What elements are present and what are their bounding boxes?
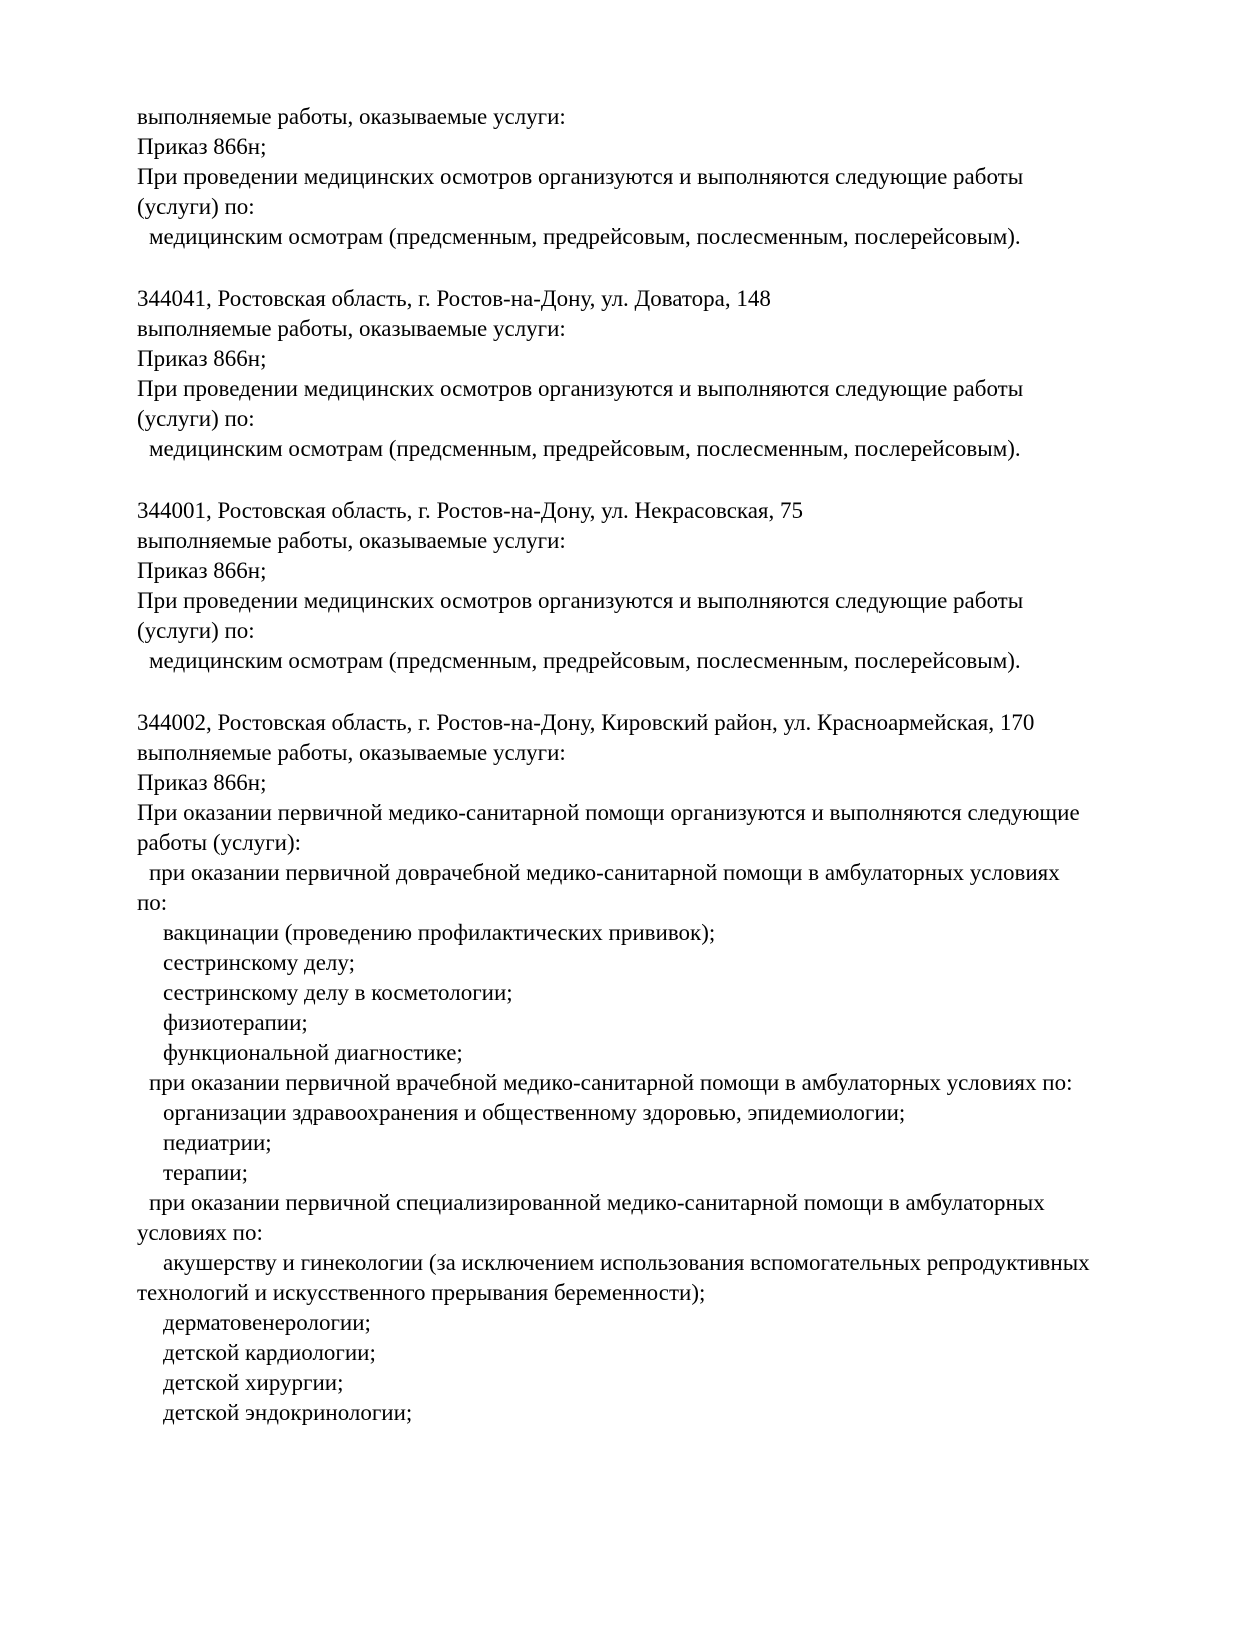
text-line: 344041, Ростовская область, г. Ростов-на-Дону, ул. Доватора, 148	[137, 286, 771, 311]
text-line: терапии;	[163, 1160, 248, 1185]
text-line: по:	[137, 890, 168, 915]
services-block-top	[137, 102, 1137, 252]
text-line: детской хирургии;	[163, 1370, 344, 1395]
text-line: физиотерапии;	[163, 1010, 308, 1035]
text-line: медицинским осмотрам (предсменным, предрейсовым, послесменным, послерейсовым).	[149, 224, 1021, 249]
text-line: выполняемые работы, оказываемые услуги:	[137, 740, 566, 765]
text-line: Приказ 866н;	[137, 558, 267, 583]
text-line: 344001, Ростовская область, г. Ростов-на-Дону, ул. Некрасовская, 75	[137, 498, 804, 523]
text-line: медицинским осмотрам (предсменным, предрейсовым, послесменным, послерейсовым).	[149, 436, 1021, 461]
text-line: При проведении медицинских осмотров организуются и выполняются следующие работы	[137, 164, 1024, 189]
text-line: Приказ 866н;	[137, 770, 267, 795]
text-line: при оказании первичной специализированной медико-санитарной помощи в амбулаторных	[149, 1190, 1045, 1215]
text-line: медицинским осмотрам (предсменным, предрейсовым, послесменным, послерейсовым).	[149, 648, 1021, 673]
text-line: Приказ 866н;	[137, 134, 267, 159]
text-line: При оказании первичной медико-санитарной помощи организуются и выполняются следующие	[137, 800, 1080, 825]
document-page	[137, 102, 1137, 1428]
text-line: условиях по:	[137, 1220, 263, 1245]
text-line: (услуги) по:	[137, 406, 255, 431]
text-line: выполняемые работы, оказываемые услуги:	[137, 316, 566, 341]
address-block-krasnoarmeyskaya-170	[137, 708, 1137, 1428]
text-line: При проведении медицинских осмотров организуются и выполняются следующие работы	[137, 376, 1024, 401]
text-line: Приказ 866н;	[137, 346, 267, 371]
address-block-nekrasovskaya-75	[137, 496, 1137, 676]
text-line: организации здравоохранения и общественному здоровью, эпидемиологии;	[163, 1100, 906, 1125]
text-line: при оказании первичной доврачебной медико-санитарной помощи в амбулаторных условиях	[149, 860, 1060, 885]
text-line: При проведении медицинских осмотров организуются и выполняются следующие работы	[137, 588, 1024, 613]
address-block-dovatora-148	[137, 284, 1137, 464]
text-line: работы (услуги):	[137, 830, 301, 855]
text-line: функциональной диагностике;	[163, 1040, 463, 1065]
text-line: 344002, Ростовская область, г. Ростов-на-Дону, Кировский район, ул. Красноармейская, 170	[137, 710, 1035, 735]
text-line: детской эндокринологии;	[163, 1400, 413, 1425]
text-line: вакцинации (проведению профилактических прививок);	[163, 920, 716, 945]
text-line: сестринскому делу в косметологии;	[163, 980, 513, 1005]
text-line: детской кардиологии;	[163, 1340, 376, 1365]
text-line: дерматовенерологии;	[163, 1310, 371, 1335]
text-line: выполняемые работы, оказываемые услуги:	[137, 528, 566, 553]
text-line: акушерству и гинекологии (за исключением использования вспомогательных репродуктивных	[163, 1250, 1090, 1275]
text-line: педиатрии;	[163, 1130, 272, 1155]
text-line: (услуги) по:	[137, 194, 255, 219]
text-line: (услуги) по:	[137, 618, 255, 643]
text-line: технологий и искусственного прерывания беременности);	[137, 1280, 706, 1305]
text-line: при оказании первичной врачебной медико-санитарной помощи в амбулаторных условиях по:	[149, 1070, 1073, 1095]
text-line: выполняемые работы, оказываемые услуги:	[137, 104, 566, 129]
text-line: сестринскому делу;	[163, 950, 355, 975]
